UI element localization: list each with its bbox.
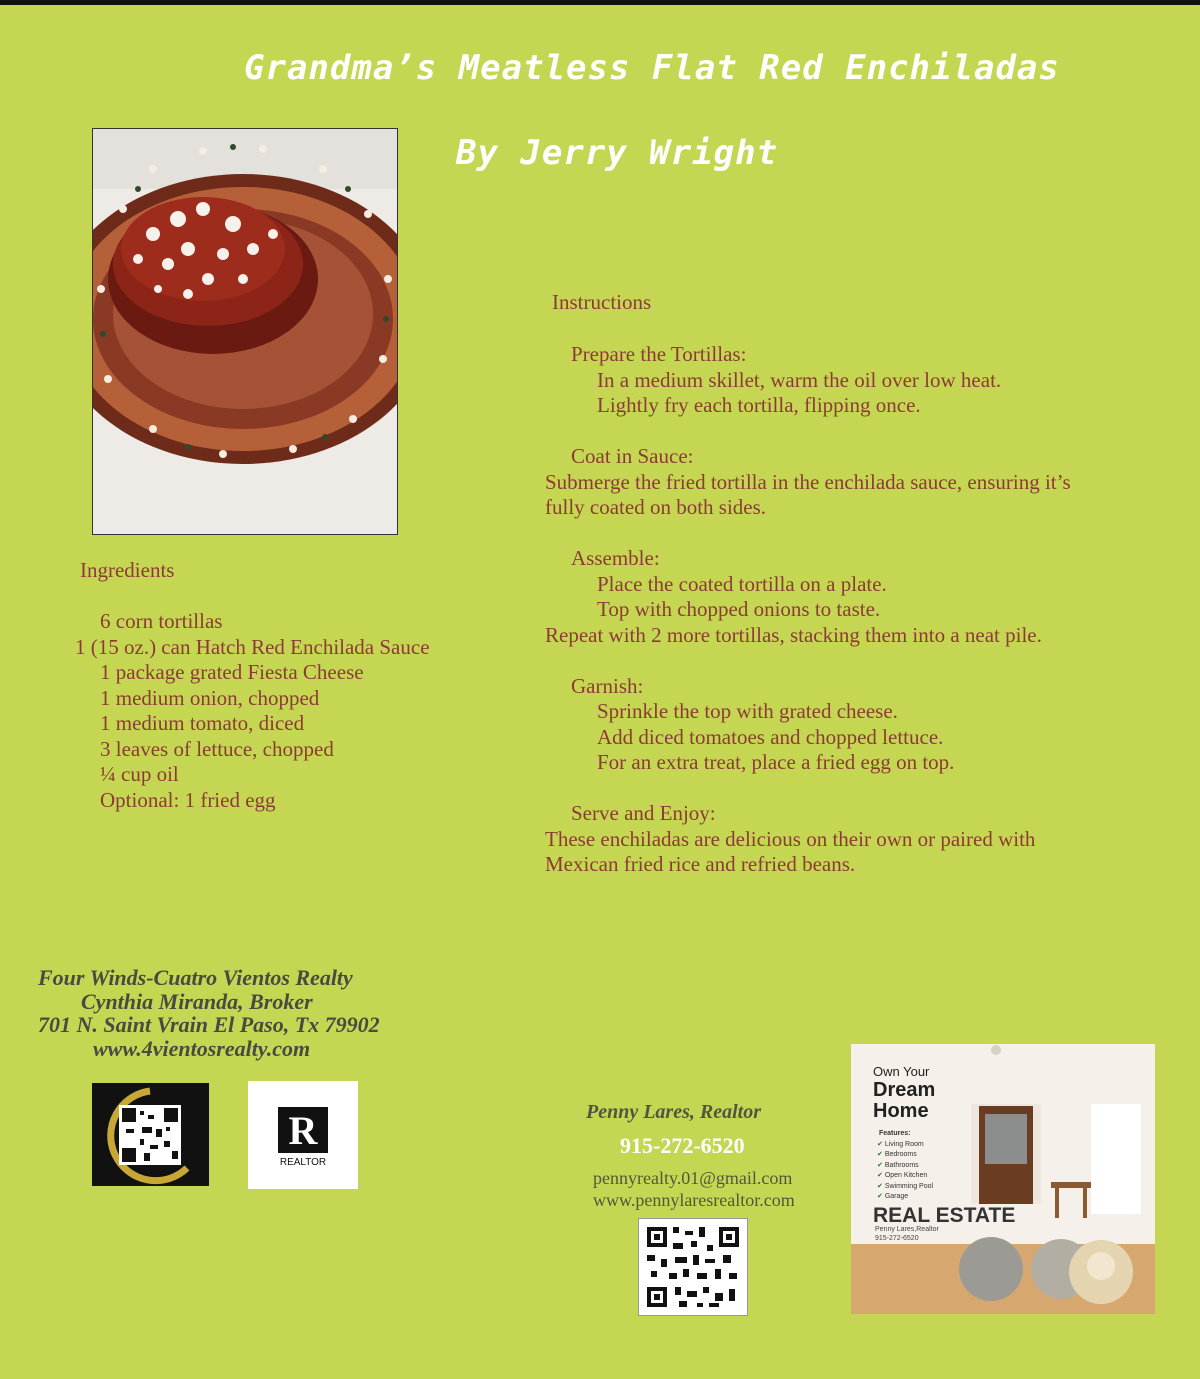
ingredient-item: ¼ cup oil (100, 762, 179, 786)
ingredient-item: 1 medium tomato, diced (100, 711, 305, 735)
realty-broker: Cynthia Miranda, Broker (81, 988, 313, 1014)
realty-qr-code[interactable] (92, 1083, 209, 1186)
ad-dream-text: Dream Home (873, 1079, 936, 1122)
step-title-serve: Serve and Enjoy: (571, 801, 716, 825)
instructions-body (545, 342, 1105, 878)
realty-website[interactable]: www.4vientosrealty.com (93, 1035, 311, 1061)
recipe-byline: By Jerry Wright (456, 133, 779, 173)
ad-feature: ✔ Living Room (877, 1140, 933, 1150)
realtor-logo-text: REALTOR (279, 1157, 327, 1168)
ad-agent: Penny Lares,Realtor (875, 1226, 939, 1233)
agent-qr-code[interactable] (638, 1218, 748, 1316)
step-line: Place the coated tortilla on a plate. (597, 571, 887, 596)
recipe-title: Grandma’s Meatless Flat Red Enchiladas (244, 48, 1060, 88)
enchilada-photo (92, 128, 398, 535)
agent-email[interactable]: pennyrealty.01@gmail.com (593, 1168, 793, 1188)
step-line: Lightly fry each tortilla, flipping once. (597, 393, 921, 417)
ad-feature: ✔ Bathrooms (877, 1161, 933, 1171)
ingredient-item: Optional: 1 fried egg (100, 787, 276, 812)
ad-own-text: Own Your (873, 1064, 930, 1079)
ad-features-list (877, 1140, 933, 1202)
agent-name: Penny Lares, Realtor (586, 1101, 761, 1123)
step-paragraph: These enchiladas are delicious on their own or paired with Mexican fried rice and refried beans. (545, 826, 1036, 876)
agent-website[interactable]: www.pennylaresrealtor.com (593, 1190, 795, 1210)
ad-feature: ✔ Swimming Pool (877, 1182, 933, 1192)
realty-info (38, 966, 498, 1060)
ingredient-item: 1 package grated Fiesta Cheese (100, 660, 364, 684)
ad-features-label: Features: (879, 1130, 911, 1137)
ingredients-list (0, 609, 540, 813)
step-title-garnish: Garnish: (571, 673, 644, 698)
step-line: For an extra treat, place a fried egg on top. (597, 750, 955, 774)
real-estate-ad (851, 1044, 1155, 1314)
realty-name: Four Winds-Cuatro Vientos Realty (38, 965, 353, 990)
step-title-coat: Coat in Sauce: (571, 444, 694, 468)
step-title-assemble: Assemble: (571, 546, 660, 570)
step-paragraph: Submerge the fried tortilla in the enchilada sauce, ensuring it’s fully coated on both sides. (545, 469, 1071, 519)
step-line: Add diced tomatoes and chopped lettuce. (597, 724, 944, 749)
svg-text:R: R (288, 1108, 318, 1153)
step-line: Top with chopped onions to taste. (597, 597, 881, 621)
ad-headline: REAL ESTATE (873, 1204, 1016, 1227)
ingredients-heading: Ingredients (80, 558, 175, 582)
ad-feature: ✔ Bedrooms (877, 1150, 933, 1160)
realtor-logo (248, 1081, 358, 1189)
ingredient-item: 3 leaves of lettuce, chopped (100, 736, 334, 761)
ingredient-item: 1 medium onion, chopped (100, 685, 320, 710)
ad-feature: ✔ Open Kitchen (877, 1171, 933, 1181)
top-border (0, 0, 1200, 5)
ingredient-item: 1 (15 oz.) can Hatch Red Enchilada Sauce (75, 634, 430, 659)
agent-phone[interactable]: 915-272-6520 (620, 1133, 745, 1158)
step-paragraph: Repeat with 2 more tortillas, stacking them into a neat pile. (545, 622, 1042, 647)
ingredient-item: 6 corn tortillas (100, 609, 223, 633)
realty-address: 701 N. Saint Vrain El Paso, Tx 79902 (38, 1012, 380, 1037)
step-line: In a medium skillet, warm the oil over low heat. (597, 367, 1002, 392)
step-title-prepare: Prepare the Tortillas: (571, 342, 747, 366)
ad-phone: 915-272-6520 (875, 1235, 919, 1242)
step-line: Sprinkle the top with grated cheese. (597, 699, 898, 723)
ad-feature: ✔ Garage (877, 1192, 933, 1202)
instructions-heading: Instructions (552, 290, 652, 314)
